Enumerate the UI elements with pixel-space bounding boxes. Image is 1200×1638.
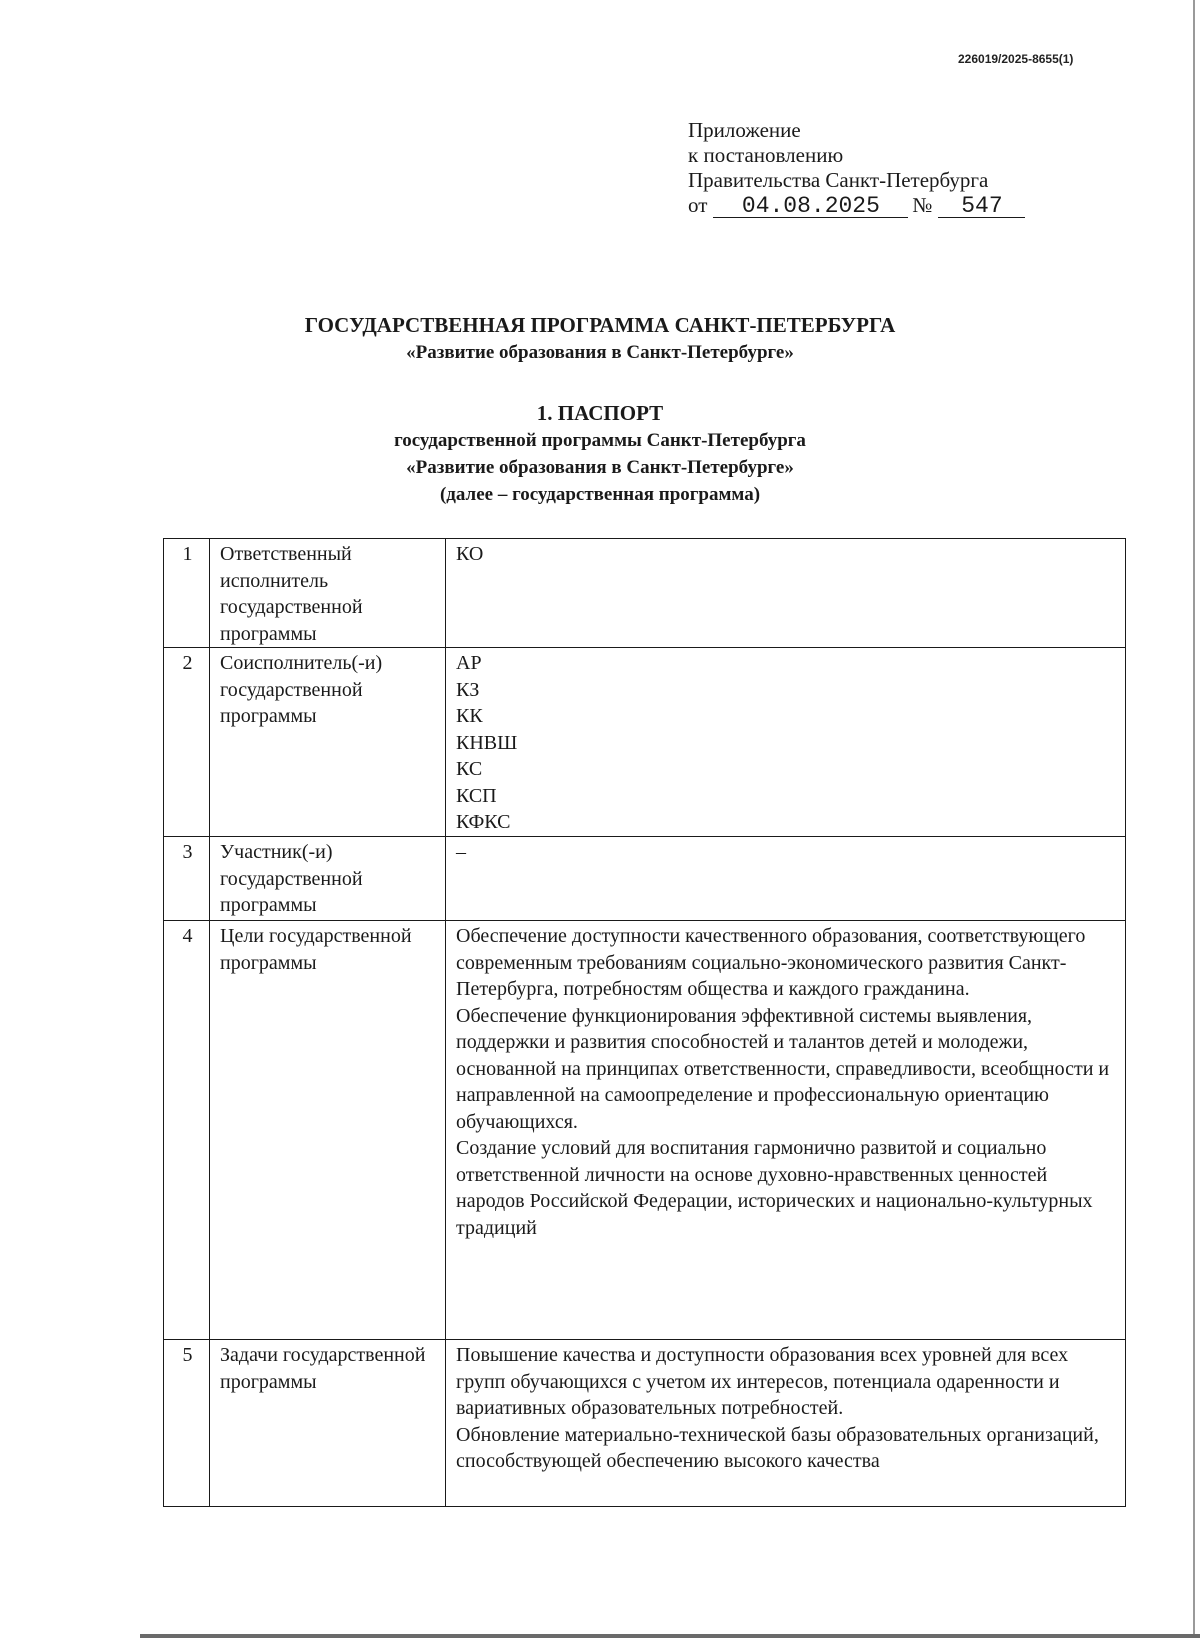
scan-bottom-edge [140, 1634, 1200, 1638]
scan-edge-shadow [1193, 0, 1195, 1638]
program-title-line-2: «Развитие образования в Санкт-Петербурге» [406, 342, 794, 363]
resolution-number: 547 [938, 195, 1025, 218]
table-row [164, 837, 1126, 921]
row-value-line: КС [456, 758, 483, 780]
row-value-line: КСП [456, 784, 497, 807]
row-value-line: КК [456, 705, 483, 727]
passport-heading [0, 400, 1200, 508]
appendix-line-2: к постановлению [688, 143, 844, 167]
document-id: 226019/2025-8655(1) [958, 52, 1074, 66]
number-label: № [912, 193, 933, 217]
row-value [446, 921, 1126, 1340]
passport-heading-line-3: «Развитие образования в Санкт-Петербурге» [406, 457, 794, 478]
row-value-line: Повышение качества и доступности образования всех уровней для всех групп обучающихся с учетом их интересов, потенциала одаренности и вариативных образовательных потребностей. [456, 1344, 1069, 1419]
resolution-date: 04.08.2025 [713, 195, 908, 218]
row-value [446, 539, 1126, 648]
table-row [164, 539, 1126, 648]
table-row [164, 921, 1126, 1340]
appendix-line-3: Правительства Санкт-Петербурга [688, 168, 989, 192]
row-value-line: Обеспечение доступности качественного образования, соответствующего современным требованиям социально-экономического развития Санкт-Петербурга, потребностям общества и каждого гражданина. [456, 925, 1086, 1000]
passport-heading-line-4: (далее – государственная программа) [439, 484, 761, 505]
row-value-line: КНВШ [456, 731, 518, 754]
row-value-line: КЗ [456, 678, 480, 701]
row-value [446, 837, 1126, 921]
row-value [446, 648, 1126, 837]
row-number: 2 [164, 648, 210, 837]
passport-heading-line-1: 1. ПАСПОРТ [536, 401, 664, 425]
from-label: от [688, 193, 708, 217]
row-value-line: Обновление материально-технической базы образовательных организаций, способствующей обеспечению высокого качества [456, 1423, 1099, 1472]
row-value-line: – [456, 841, 466, 863]
row-number: 4 [164, 921, 210, 1340]
row-value-line: КО [456, 543, 484, 565]
row-label: Соисполнитель(-и) государственной программы [210, 648, 446, 837]
row-label: Ответственный исполнитель государственной программы [210, 539, 446, 648]
appendix-block [688, 118, 1025, 218]
passport-table [163, 538, 1126, 1507]
table-row [164, 648, 1126, 837]
row-value-line: АР [456, 652, 482, 674]
row-value-line: Обеспечение функционирования эффективной системы выявления, поддержки и развития способностей и талантов детей и молодежи, основанной на принципах ответственности, справедливости, всеобщности и направленной на самоопределение и профессиональную ориентацию обучающихся. [456, 1004, 1110, 1133]
program-title-line-1: ГОСУДАРСТВЕННАЯ ПРОГРАММА САНКТ-ПЕТЕРБУРГА [304, 313, 896, 337]
appendix-date-line [688, 193, 1025, 218]
table-row [164, 1340, 1126, 1507]
program-title [0, 311, 1200, 367]
row-value [446, 1340, 1126, 1507]
row-label: Задачи государственной программы [210, 1340, 446, 1507]
row-label: Участник(-и) государственной программы [210, 837, 446, 921]
passport-heading-line-2: государственной программы Санкт-Петербурга [394, 430, 806, 451]
appendix-line-1: Приложение [688, 118, 801, 142]
row-label: Цели государственной программы [210, 921, 446, 1340]
row-number: 5 [164, 1340, 210, 1507]
row-value-line: Создание условий для воспитания гармонично развитой и социально ответственной личности на основе духовно-нравственных ценностей народов Российской Федерации, исторических и национально-культурных традиций [456, 1137, 1093, 1239]
row-number: 3 [164, 837, 210, 921]
row-number: 1 [164, 539, 210, 648]
row-value-line: КФКС [456, 811, 511, 833]
